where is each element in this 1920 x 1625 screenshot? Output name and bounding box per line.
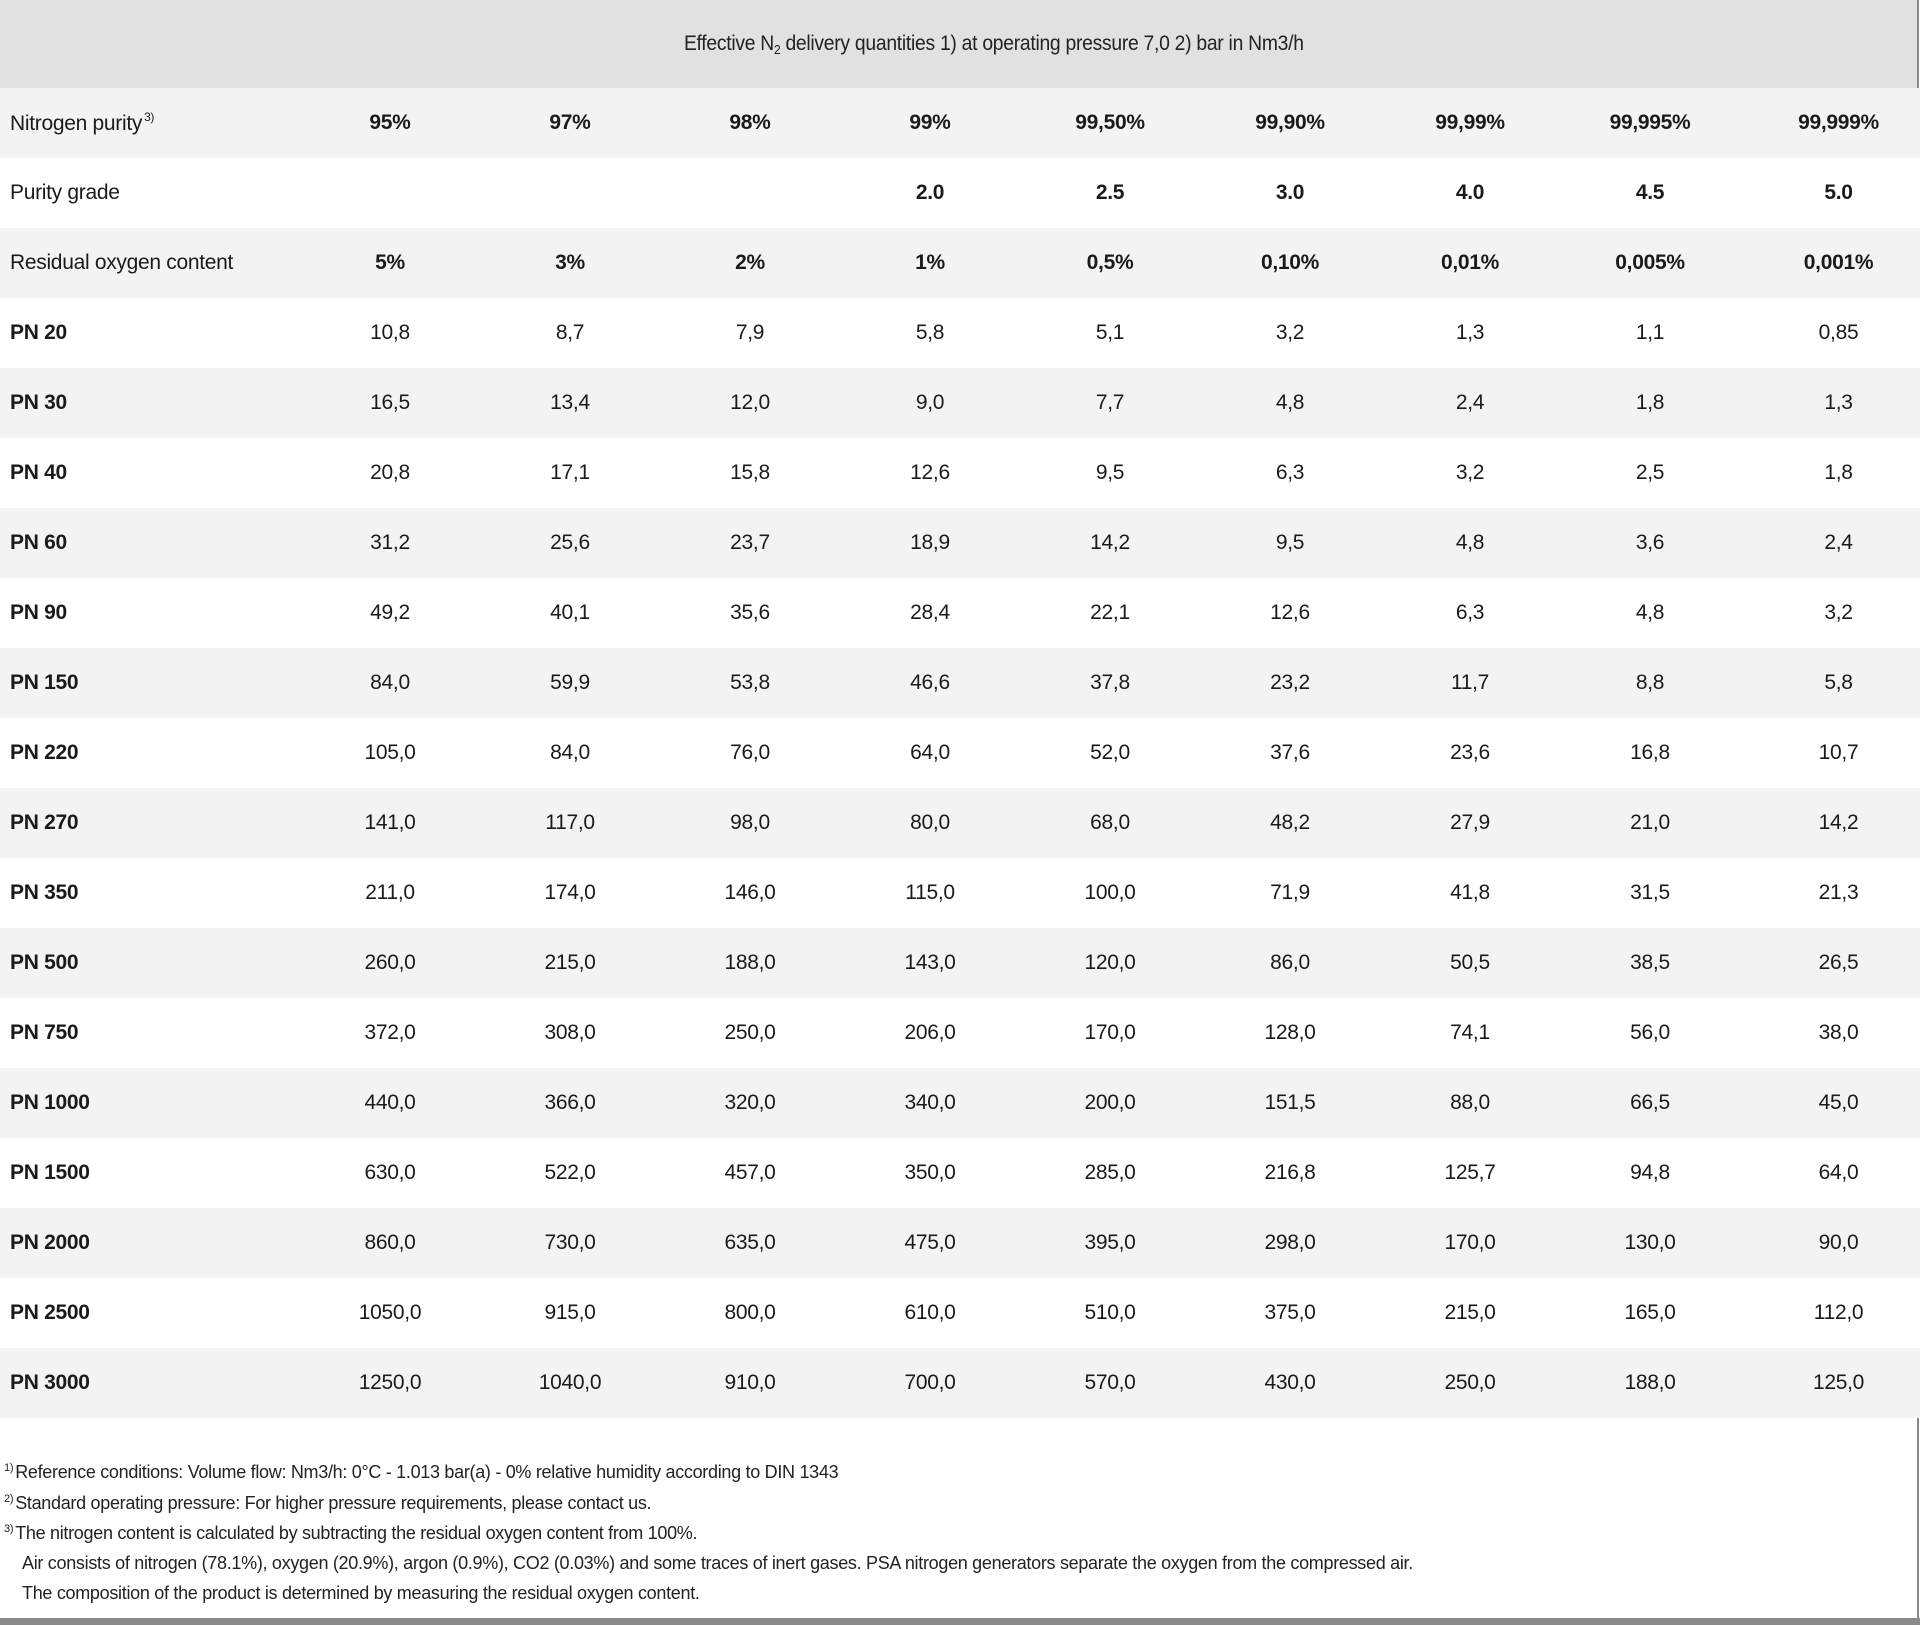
- footnote-marker: 2): [4, 1493, 14, 1505]
- cell: 188,0: [660, 928, 840, 998]
- footnote-text: Reference conditions: Volume flow: Nm3/h: 0°C - 1.013 bar(a) - 0% relative humidity according to DIN 1343: [15, 1462, 839, 1482]
- cell: 3,2: [1380, 438, 1560, 508]
- cell: 3,2: [1200, 298, 1380, 368]
- cell: 84,0: [300, 648, 480, 718]
- cell: 128,0: [1200, 998, 1380, 1068]
- cell: 1,8: [1740, 438, 1920, 508]
- cell: 99,995%: [1560, 88, 1740, 158]
- cell: 88,0: [1380, 1068, 1560, 1138]
- cell: 52,0: [1020, 718, 1200, 788]
- cell: 250,0: [660, 998, 840, 1068]
- cell: 53,8: [660, 648, 840, 718]
- cell: 2.0: [840, 158, 1020, 228]
- cell: 308,0: [480, 998, 660, 1068]
- cell: 46,6: [840, 648, 1020, 718]
- cell: 45,0: [1740, 1068, 1920, 1138]
- cell: 64,0: [1740, 1138, 1920, 1208]
- cell: 10,7: [1740, 718, 1920, 788]
- cell: 23,7: [660, 508, 840, 578]
- cell: 4,8: [1380, 508, 1560, 578]
- cell: 25,6: [480, 508, 660, 578]
- cell: 10,8: [300, 298, 480, 368]
- model-name: PN 750: [0, 998, 300, 1068]
- cell: 27,9: [1380, 788, 1560, 858]
- table-row: [0, 648, 1920, 718]
- cell: 211,0: [300, 858, 480, 928]
- cell: 99,50%: [1020, 88, 1200, 158]
- cell: 6,3: [1380, 578, 1560, 648]
- cell: 9,5: [1020, 438, 1200, 508]
- cell: 6,3: [1200, 438, 1380, 508]
- footnote-3: [4, 1523, 697, 1544]
- cell: 23,6: [1380, 718, 1560, 788]
- cell: 170,0: [1380, 1208, 1560, 1278]
- cell: 430,0: [1200, 1348, 1380, 1418]
- cell: 66,5: [1560, 1068, 1740, 1138]
- cell: 5%: [300, 228, 480, 298]
- cell: 28,4: [840, 578, 1020, 648]
- model-name: PN 1000: [0, 1068, 300, 1138]
- cell: 16,5: [300, 368, 480, 438]
- footnote-text: Air consists of nitrogen (78.1%), oxygen (20.9%), argon (0.9%), CO2 (0.03%) and some traces of inert gases. PSA nitrogen generators separate the oxygen from the compressed air.: [22, 1553, 1413, 1573]
- cell: 915,0: [480, 1278, 660, 1348]
- cell: 97%: [480, 88, 660, 158]
- cell: 0,005%: [1560, 228, 1740, 298]
- table-row: [0, 998, 1920, 1068]
- model-name: PN 2000: [0, 1208, 300, 1278]
- cell: 188,0: [1560, 1348, 1740, 1418]
- cell: 18,9: [840, 508, 1020, 578]
- cell: 730,0: [480, 1208, 660, 1278]
- cell: 610,0: [840, 1278, 1020, 1348]
- model-name: PN 500: [0, 928, 300, 998]
- table-row: [0, 438, 1920, 508]
- cell: 20,8: [300, 438, 480, 508]
- model-name: PN 20: [0, 298, 300, 368]
- row-nitrogen-purity: [0, 88, 1920, 158]
- title-prefix: Effective N: [683, 31, 774, 55]
- model-name: PN 60: [0, 508, 300, 578]
- delivery-quantity-table: [0, 88, 1920, 1418]
- cell: 1050,0: [300, 1278, 480, 1348]
- cell: 14,2: [1020, 508, 1200, 578]
- cell: 2,4: [1740, 508, 1920, 578]
- cell: 125,7: [1380, 1138, 1560, 1208]
- cell: 4.0: [1380, 158, 1560, 228]
- cell: 4,8: [1560, 578, 1740, 648]
- model-name: PN 150: [0, 648, 300, 718]
- cell: 68,0: [1020, 788, 1200, 858]
- footnote-marker: 1): [4, 1462, 14, 1474]
- cell: 1,3: [1740, 368, 1920, 438]
- cell: 372,0: [300, 998, 480, 1068]
- cell: 3,2: [1740, 578, 1920, 648]
- cell: 80,0: [840, 788, 1020, 858]
- cell: 340,0: [840, 1068, 1020, 1138]
- table-row: [0, 508, 1920, 578]
- label-text: Nitrogen purity: [10, 112, 143, 135]
- cell: 350,0: [840, 1138, 1020, 1208]
- cell: 215,0: [1380, 1278, 1560, 1348]
- cell: 7,7: [1020, 368, 1200, 438]
- cell: 3,6: [1560, 508, 1740, 578]
- cell: 117,0: [480, 788, 660, 858]
- cell: 8,8: [1560, 648, 1740, 718]
- cell: 31,2: [300, 508, 480, 578]
- footnote-text: Standard operating pressure: For higher pressure requirements, please contact us.: [15, 1493, 652, 1513]
- row-label: Purity grade: [0, 158, 300, 228]
- cell: 120,0: [1020, 928, 1200, 998]
- cell: 59,9: [480, 648, 660, 718]
- cell: 0,85: [1740, 298, 1920, 368]
- cell: 0,5%: [1020, 228, 1200, 298]
- model-name: PN 90: [0, 578, 300, 648]
- cell: 14,2: [1740, 788, 1920, 858]
- cell: 4.5: [1560, 158, 1740, 228]
- cell: 320,0: [660, 1068, 840, 1138]
- cell: 90,0: [1740, 1208, 1920, 1278]
- model-name: PN 3000: [0, 1348, 300, 1418]
- cell: 1,3: [1380, 298, 1560, 368]
- cell: 910,0: [660, 1348, 840, 1418]
- model-name: PN 220: [0, 718, 300, 788]
- table-row: [0, 788, 1920, 858]
- cell: 260,0: [300, 928, 480, 998]
- title-suffix: delivery quantities 1) at operating pressure 7,0 2) bar in Nm3/h: [780, 31, 1304, 55]
- cell: 165,0: [1560, 1278, 1740, 1348]
- cell: 38,5: [1560, 928, 1740, 998]
- table-title-band: [0, 0, 1917, 88]
- row-residual-oxygen: [0, 228, 1920, 298]
- cell: 31,5: [1560, 858, 1740, 928]
- cell: 800,0: [660, 1278, 840, 1348]
- cell: 35,6: [660, 578, 840, 648]
- footnote-ref: 3): [144, 110, 155, 124]
- cell: 170,0: [1020, 998, 1200, 1068]
- cell: 8,7: [480, 298, 660, 368]
- cell: 12,6: [1200, 578, 1380, 648]
- cell: 250,0: [1380, 1348, 1560, 1418]
- table-row: [0, 928, 1920, 998]
- model-name: PN 2500: [0, 1278, 300, 1348]
- cell: 141,0: [300, 788, 480, 858]
- cell: 285,0: [1020, 1138, 1200, 1208]
- table-row: [0, 1068, 1920, 1138]
- footnote-text: The composition of the product is determined by measuring the residual oxygen content.: [22, 1583, 700, 1603]
- cell: 5,8: [840, 298, 1020, 368]
- cell: 21,3: [1740, 858, 1920, 928]
- model-name: PN 30: [0, 368, 300, 438]
- model-name: PN 350: [0, 858, 300, 928]
- cell: 298,0: [1200, 1208, 1380, 1278]
- bottom-border: [0, 1618, 1920, 1625]
- cell: 56,0: [1560, 998, 1740, 1068]
- cell: 98,0: [660, 788, 840, 858]
- table-row: [0, 1138, 1920, 1208]
- footnote-text: The nitrogen content is calculated by subtracting the residual oxygen content from 100%.: [15, 1523, 698, 1543]
- cell: 146,0: [660, 858, 840, 928]
- title-subscript: 2: [773, 41, 781, 57]
- footnote-marker: 3): [4, 1523, 14, 1535]
- footnote-1: [4, 1462, 838, 1483]
- cell: 2,4: [1380, 368, 1560, 438]
- cell: 13,4: [480, 368, 660, 438]
- row-label: Residual oxygen content: [0, 228, 300, 298]
- cell: 94,8: [1560, 1138, 1740, 1208]
- cell: 375,0: [1200, 1278, 1380, 1348]
- table-row: [0, 1208, 1920, 1278]
- cell: 86,0: [1200, 928, 1380, 998]
- footnote-2: [4, 1493, 651, 1514]
- cell: 50,5: [1380, 928, 1560, 998]
- table-row: [0, 298, 1920, 368]
- model-name: PN 40: [0, 438, 300, 508]
- cell: 99,90%: [1200, 88, 1380, 158]
- cell: 130,0: [1560, 1208, 1740, 1278]
- cell: 174,0: [480, 858, 660, 928]
- cell: 64,0: [840, 718, 1020, 788]
- cell: 48,2: [1200, 788, 1380, 858]
- cell: 630,0: [300, 1138, 480, 1208]
- cell: 95%: [300, 88, 480, 158]
- cell: 115,0: [840, 858, 1020, 928]
- table-row: [0, 368, 1920, 438]
- cell: 0,01%: [1380, 228, 1560, 298]
- model-name: PN 270: [0, 788, 300, 858]
- cell: 570,0: [1020, 1348, 1200, 1418]
- cell: 100,0: [1020, 858, 1200, 928]
- cell: 2,5: [1560, 438, 1740, 508]
- row-label: [0, 88, 300, 158]
- cell: 5.0: [1740, 158, 1920, 228]
- table-row: [0, 1348, 1920, 1418]
- cell: [300, 158, 480, 228]
- cell: [660, 158, 840, 228]
- cell: 9,5: [1200, 508, 1380, 578]
- row-purity-grade: [0, 158, 1920, 228]
- cell: 2%: [660, 228, 840, 298]
- cell: 23,2: [1200, 648, 1380, 718]
- cell: 125,0: [1740, 1348, 1920, 1418]
- table-title: [684, 32, 1304, 57]
- cell: 440,0: [300, 1068, 480, 1138]
- cell: 105,0: [300, 718, 480, 788]
- cell: 11,7: [1380, 648, 1560, 718]
- cell: 475,0: [840, 1208, 1020, 1278]
- cell: 860,0: [300, 1208, 480, 1278]
- table-row: [0, 718, 1920, 788]
- cell: 216,8: [1200, 1138, 1380, 1208]
- cell: 99%: [840, 88, 1020, 158]
- footnote-3-continuation-2: [22, 1583, 700, 1604]
- cell: 112,0: [1740, 1278, 1920, 1348]
- cell: 1040,0: [480, 1348, 660, 1418]
- table-row: [0, 1278, 1920, 1348]
- cell: 5,1: [1020, 298, 1200, 368]
- cell: 457,0: [660, 1138, 840, 1208]
- cell: 0,001%: [1740, 228, 1920, 298]
- footnote-3-continuation-1: [22, 1553, 1413, 1574]
- cell: 1250,0: [300, 1348, 480, 1418]
- cell: 37,6: [1200, 718, 1380, 788]
- cell: 12,6: [840, 438, 1020, 508]
- cell: 49,2: [300, 578, 480, 648]
- cell: 37,8: [1020, 648, 1200, 718]
- cell: 99,999%: [1740, 88, 1920, 158]
- cell: 5,8: [1740, 648, 1920, 718]
- cell: 38,0: [1740, 998, 1920, 1068]
- cell: 2.5: [1020, 158, 1200, 228]
- cell: 3%: [480, 228, 660, 298]
- cell: 200,0: [1020, 1068, 1200, 1138]
- cell: 71,9: [1200, 858, 1380, 928]
- cell: 26,5: [1740, 928, 1920, 998]
- cell: 40,1: [480, 578, 660, 648]
- cell: 215,0: [480, 928, 660, 998]
- cell: 522,0: [480, 1138, 660, 1208]
- cell: 151,5: [1200, 1068, 1380, 1138]
- cell: 7,9: [660, 298, 840, 368]
- cell: 22,1: [1020, 578, 1200, 648]
- cell: 12,0: [660, 368, 840, 438]
- cell: 9,0: [840, 368, 1020, 438]
- cell: 15,8: [660, 438, 840, 508]
- cell: 510,0: [1020, 1278, 1200, 1348]
- footnotes: [0, 1420, 1917, 1618]
- model-rows: [0, 298, 1920, 1418]
- cell: 1,1: [1560, 298, 1740, 368]
- cell: 76,0: [660, 718, 840, 788]
- cell: 41,8: [1380, 858, 1560, 928]
- cell: 16,8: [1560, 718, 1740, 788]
- table-row: [0, 578, 1920, 648]
- cell: 74,1: [1380, 998, 1560, 1068]
- cell: 366,0: [480, 1068, 660, 1138]
- cell: 84,0: [480, 718, 660, 788]
- cell: 635,0: [660, 1208, 840, 1278]
- cell: 3.0: [1200, 158, 1380, 228]
- cell: 99,99%: [1380, 88, 1560, 158]
- cell: 700,0: [840, 1348, 1020, 1418]
- table-row: [0, 858, 1920, 928]
- cell: 17,1: [480, 438, 660, 508]
- cell: 0,10%: [1200, 228, 1380, 298]
- cell: 4,8: [1200, 368, 1380, 438]
- cell: [480, 158, 660, 228]
- cell: 21,0: [1560, 788, 1740, 858]
- cell: 395,0: [1020, 1208, 1200, 1278]
- cell: 1%: [840, 228, 1020, 298]
- cell: 98%: [660, 88, 840, 158]
- cell: 206,0: [840, 998, 1020, 1068]
- cell: 1,8: [1560, 368, 1740, 438]
- cell: 143,0: [840, 928, 1020, 998]
- model-name: PN 1500: [0, 1138, 300, 1208]
